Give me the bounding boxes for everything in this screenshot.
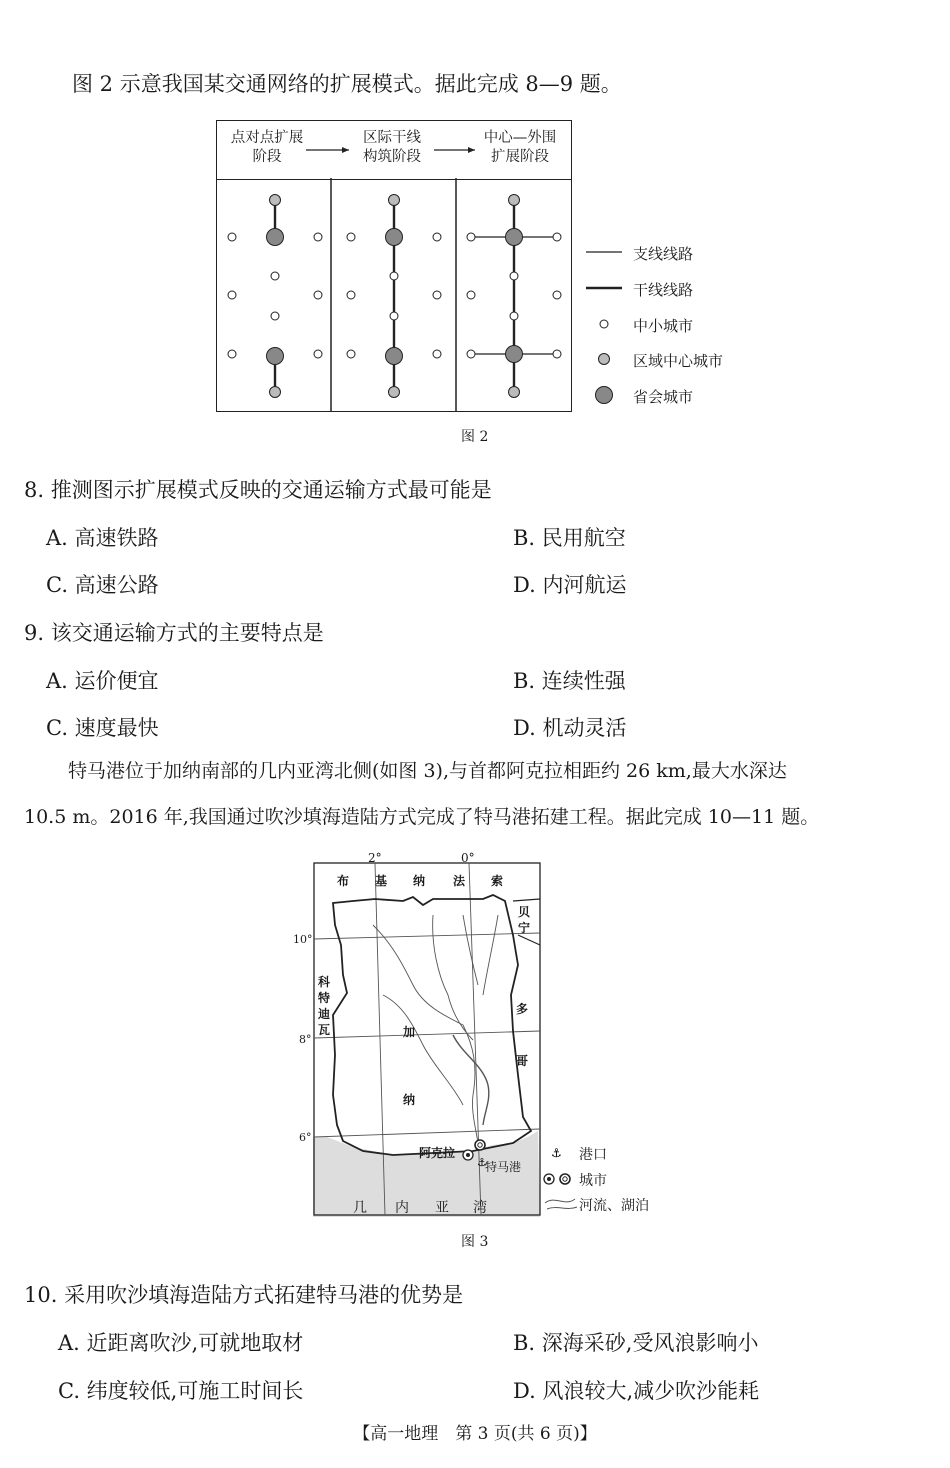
stage3-label: 中心—外围 扩展阶段 bbox=[483, 130, 557, 165]
label-burkina-2: 基 bbox=[375, 874, 388, 888]
figure-3-ghana-map bbox=[293, 851, 657, 1217]
label-burkina-5: 索 bbox=[491, 874, 504, 888]
stage2-label: 区际干线 构筑阶段 bbox=[363, 130, 421, 165]
label-gulf-4: 湾 bbox=[473, 1200, 487, 1216]
question-10-option-c[interactable]: C. 纬度较低,可施工时间长 bbox=[58, 1379, 304, 1403]
question-8-option-c[interactable]: C. 高速公路 bbox=[46, 573, 159, 597]
question-9-option-c[interactable]: C. 速度最快 bbox=[46, 716, 159, 740]
legend-trunk-line: 干线线路 bbox=[633, 281, 694, 299]
label-gulf-1: 几 bbox=[353, 1200, 367, 1216]
question-9-option-b[interactable]: B. 连续性强 bbox=[513, 669, 626, 693]
question-10-option-b[interactable]: B. 深海采砂,受风浪影响小 bbox=[513, 1331, 759, 1355]
legend-river-lake: 河流、湖泊 bbox=[579, 1198, 649, 1214]
legend-branch-line: 支线线路 bbox=[633, 245, 694, 263]
label-benin-2: 宁 bbox=[518, 921, 531, 935]
label-burkina-4: 法 bbox=[453, 874, 466, 888]
lon-label-0: 0° bbox=[461, 851, 475, 865]
intro-text-fig2: 图 2 示意我国某交通网络的扩展模式。据此完成 8—9 题。 bbox=[72, 72, 622, 96]
svg-text:⚓: ⚓ bbox=[551, 1146, 562, 1160]
lat-label-10: 10° bbox=[293, 933, 313, 946]
lat-label-8: 8° bbox=[299, 1033, 312, 1046]
question-9-stem: 9. 该交通运输方式的主要特点是 bbox=[24, 621, 324, 645]
legend-port: 港口 bbox=[579, 1147, 607, 1163]
label-tema-port: 特马港 bbox=[485, 1160, 522, 1174]
label-cote-3: 迪 bbox=[318, 1007, 331, 1021]
question-10-stem: 10. 采用吹沙填海造陆方式拓建特马港的优势是 bbox=[24, 1283, 464, 1307]
label-burkina-1: 布 bbox=[337, 874, 350, 888]
stage1-label: 点对点扩展 阶段 bbox=[230, 130, 304, 165]
lon-label-2: 2° bbox=[368, 851, 382, 865]
figure-2-graphics bbox=[216, 120, 572, 412]
label-ghana-1: 加 bbox=[403, 1025, 416, 1039]
intro-text-fig3-line1: 特马港位于加纳南部的几内亚湾北侧(如图 3),与首都阿克拉相距约 26 km,最大水深达 bbox=[68, 760, 787, 782]
lat-label-6: 6° bbox=[299, 1131, 312, 1144]
question-8-option-a[interactable]: A. 高速铁路 bbox=[46, 526, 159, 550]
question-8-option-d[interactable]: D. 内河航运 bbox=[513, 573, 627, 597]
label-togo-1: 多 bbox=[516, 1002, 529, 1016]
svg-text:⚓: ⚓ bbox=[477, 1156, 487, 1169]
question-8-option-b[interactable]: B. 民用航空 bbox=[513, 526, 626, 550]
question-9-option-d[interactable]: D. 机动灵活 bbox=[513, 716, 627, 740]
intro-text-fig3-line2: 10.5 m。2016 年,我国通过吹沙填海造陆方式完成了特马港拓建工程。据此完成 10—11 题。 bbox=[24, 806, 820, 828]
legend-small-city: 中小城市 bbox=[633, 317, 694, 335]
question-10-option-a[interactable]: A. 近距离吹沙,可就地取材 bbox=[58, 1331, 304, 1355]
figure-3-caption: 图 3 bbox=[461, 1234, 489, 1250]
label-cote-1: 科 bbox=[318, 975, 331, 989]
label-benin-1: 贝 bbox=[518, 905, 531, 919]
figure-2-network-diagram bbox=[216, 120, 572, 412]
legend-city: 城市 bbox=[579, 1173, 607, 1189]
label-accra: 阿克拉 bbox=[419, 1146, 456, 1160]
label-cote-4: 瓦 bbox=[318, 1023, 331, 1037]
label-cote-2: 特 bbox=[318, 991, 331, 1005]
label-togo-2: 哥 bbox=[516, 1054, 529, 1068]
question-9-option-a[interactable]: A. 运价便宜 bbox=[46, 669, 159, 693]
question-8-stem: 8. 推测图示扩展模式反映的交通运输方式最可能是 bbox=[24, 478, 492, 502]
page-footer: 【高一地理 第 3 页(共 6 页)】 bbox=[353, 1424, 597, 1444]
question-10-option-d[interactable]: D. 风浪较大,减少吹沙能耗 bbox=[513, 1379, 760, 1403]
figure-2-caption: 图 2 bbox=[461, 429, 489, 445]
figure-2-legend-symbols bbox=[584, 238, 624, 408]
legend-provincial-capital: 省会城市 bbox=[633, 388, 694, 406]
label-gulf-2: 内 bbox=[395, 1200, 409, 1216]
label-ghana-2: 纳 bbox=[403, 1093, 416, 1107]
legend-regional-city: 区域中心城市 bbox=[633, 352, 724, 370]
label-burkina-3: 纳 bbox=[413, 874, 426, 888]
label-gulf-3: 亚 bbox=[435, 1200, 449, 1216]
